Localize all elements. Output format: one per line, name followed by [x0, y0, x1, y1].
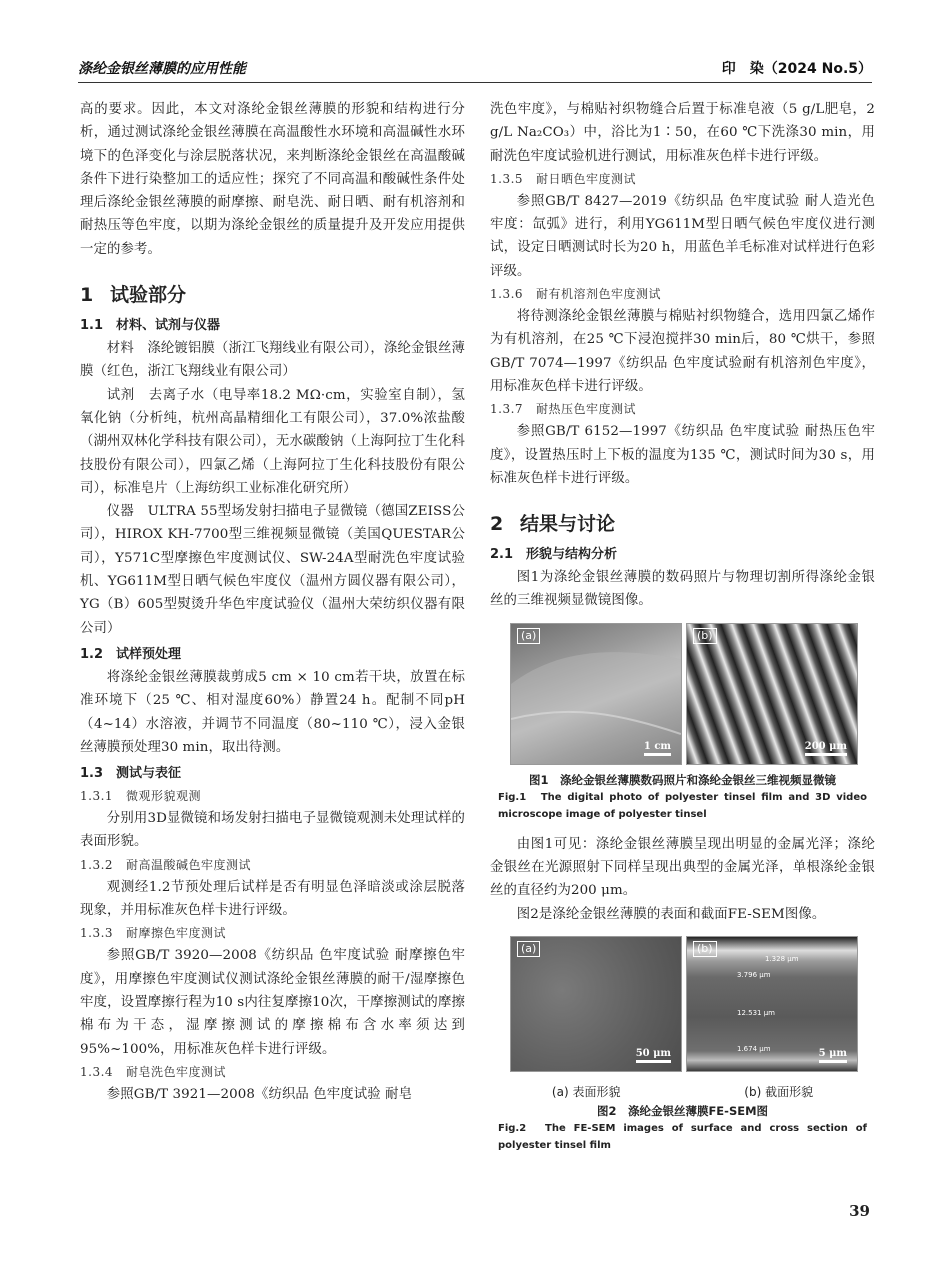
measure-2: 3.796 μm — [737, 970, 771, 979]
paragraph-1-3-4-start: 参照GB/T 3921—2008《纺织品 色牢度试验 耐皂 — [106, 1086, 413, 1102]
subsection-1-3-5-heading — [490, 168, 875, 190]
scale-text: 1 cm — [643, 740, 671, 752]
subsection-number: 1.3.6 — [490, 287, 524, 302]
subsection-title: 微观形貌观测 — [126, 789, 202, 804]
subsection-1-3-4-heading — [80, 1061, 465, 1083]
subsection-title: 耐摩擦色牢度测试 — [126, 926, 227, 941]
subsection-number: 1.1 — [80, 318, 104, 334]
paragraph-1-3-3: 参照GB/T 3920—2008《纺织品 色牢度试验 耐摩擦色牢度》，用摩擦色牢度测试仪测试涤纶金银丝薄膜的耐干/湿摩擦色牢度，设置摩擦行程为10 s内往复摩擦10次，干摩擦测试的摩擦棉布为干态，湿摩擦测试的摩擦棉布含水率须达到95%~100%，用标准灰色样卡进行评级。 — [80, 948, 465, 1057]
figure-2-caption-en: Fig.2 The FE-SEM images of surface and cross section of polyester tinsel film — [498, 1122, 867, 1151]
subsection-number: 1.3.3 — [80, 926, 114, 941]
figure-2a-label: (a) — [517, 941, 540, 957]
page-number: 39 — [849, 1202, 870, 1220]
scale-bar — [819, 1060, 847, 1063]
paragraph-1-3-2: 观测经1.2节预处理后试样是否有明显色泽暗淡或涂层脱落现象，并用标准灰色样卡进行评级。 — [80, 879, 465, 919]
figure-2b-label: (b) — [693, 941, 717, 957]
figure-1a-scale — [644, 741, 671, 756]
subsection-1-3-6-heading — [490, 283, 875, 305]
subsection-1-1-heading — [80, 315, 465, 337]
left-column — [80, 98, 465, 1106]
figure-2b-sem-cross-section — [686, 936, 858, 1072]
paragraph-figure-2-intro: 图2是涤纶金银丝薄膜的表面和截面FE-SEM图像。 — [516, 906, 826, 922]
section-1-heading — [80, 281, 465, 309]
figure-2a-sem-surface — [510, 936, 682, 1072]
subsection-title: 形貌与结构分析 — [526, 547, 618, 563]
paragraph-1-3-6: 将待测涤纶金银丝薄膜与棉贴衬织物缝合，选用四氯乙烯作为有机溶剂，在25 ℃下浸泡搅拌30 min后，80 ℃烘干，参照GB/T 7074—1997《纺织品 色牢度试验耐有机溶剂色牢度》，用标准灰色样卡进行评级。 — [490, 309, 875, 394]
section-2-heading — [490, 510, 875, 538]
subsection-1-3-7-heading — [490, 398, 875, 420]
scale-text: 200 μm — [804, 740, 847, 752]
header-journal: 印 染（2024 No.5） — [721, 61, 872, 77]
subsection-title: 耐高温酸碱色牢度测试 — [126, 857, 252, 872]
figure-2b-scale — [819, 1048, 847, 1063]
section-title: 结果与讨论 — [520, 513, 616, 536]
figure-2b-sublabel: (b) 截面形貌 — [744, 1084, 814, 1099]
figure-1a-photo — [510, 623, 682, 765]
subsection-1-3-2-heading — [80, 854, 465, 876]
figure-1b-scale — [805, 741, 847, 756]
figure-1b-label: (b) — [693, 628, 717, 644]
figure-1b-micrograph — [686, 623, 858, 765]
paragraph-2-1: 图1为涤纶金银丝薄膜的数码照片与物理切割所得涤纶金银丝的三维视频显微镜图像。 — [490, 570, 875, 609]
figure-1-caption-en: Fig.1 The digital photo of polyester tinsel film and 3D video microscope image of polyester tinsel — [498, 791, 867, 820]
figure-2a-scale — [636, 1048, 671, 1063]
measure-4: 1.674 μm — [737, 1044, 771, 1053]
header-title: 涤纶金银丝薄膜的应用性能 — [78, 61, 246, 77]
scale-bar — [644, 753, 671, 756]
scale-bar — [636, 1060, 671, 1063]
subsection-1-3-1-heading — [80, 785, 465, 807]
subsection-number: 1.3.4 — [80, 1064, 114, 1079]
paragraph-1-3-7: 参照GB/T 6152—1997《纺织品 色牢度试验 耐热压色牢度》，设置热压时上下板的温度为135 ℃，测试时间为30 s，用标准灰色样卡进行评级。 — [490, 424, 875, 486]
subsection-1-2-heading — [80, 644, 465, 666]
figure-1 — [510, 623, 875, 771]
subsection-number: 1.2 — [80, 646, 104, 662]
subsection-number: 1.3.5 — [490, 171, 524, 186]
scale-bar — [805, 753, 847, 756]
subsection-title: 耐有机溶剂色牢度测试 — [536, 287, 662, 302]
figure-1a-label: (a) — [517, 628, 540, 644]
section-number: 1 — [80, 284, 94, 307]
figure-2-sublabels — [490, 1082, 875, 1102]
instruments-paragraph: 仪器 ULTRA 55型场发射扫描电子显微镜（德国ZEISS公司），HIROX KH-7700型三维视频显微镜（美国QUESTAR公司），Y571C型摩擦色牢度测试仪、SW-24A型耐洗色牢度试验机、YG611M型日晒气候色牢度仪（温州方圆仪器有限公司），YG（B）605型熨烫升华色牢度试验仪（温州大荣纺织仪器有限公司） — [80, 504, 465, 636]
paragraph-1-3-1: 分别用3D显微镜和场发射扫描电子显微镜观测未处理试样的表面形貌。 — [80, 811, 465, 850]
subsection-number: 2.1 — [490, 547, 514, 563]
subsection-title: 耐皂洗色牢度测试 — [126, 1064, 227, 1079]
running-header — [78, 56, 872, 83]
spacer — [490, 823, 875, 833]
subsection-number: 1.3.1 — [80, 789, 114, 804]
measure-3: 12.531 μm — [737, 1008, 775, 1017]
subsection-title: 试样预处理 — [116, 646, 182, 662]
figure-2 — [510, 936, 875, 1078]
section-title: 试验部分 — [110, 284, 187, 307]
paragraph-figure-1-discussion: 由图1可见：涤纶金银丝薄膜呈现出明显的金属光泽；涤纶金银丝在光源照射下同样呈现出典型的金属光泽，单根涤纶金银丝的直径约为200 μm。 — [490, 836, 875, 899]
subsection-1-3-heading — [80, 763, 465, 785]
materials-paragraph: 材料 涤纶镀铝膜（浙江飞翔线业有限公司），涤纶金银丝薄膜（红色，浙江飞翔线业有限公司） — [80, 341, 465, 380]
figure-2a-sublabel: (a) 表面形貌 — [551, 1084, 621, 1099]
pretreatment-paragraph: 将涤纶金银丝薄膜裁剪成5 cm × 10 cm若干块，放置在标准环境下（25 ℃、相对湿度60%）静置24 h。配制不同pH（4~14）水溶液，并调节不同温度（80~110 ℃），浸入金银丝薄膜预处理30 min，取出待测。 — [80, 669, 465, 755]
subsection-1-3-3-heading — [80, 922, 465, 944]
figure-1-caption-cn: 图1 涤纶金银丝薄膜数码照片和涤纶金银丝三维视频显微镜 — [529, 772, 836, 787]
scale-text: 5 μm — [818, 1047, 847, 1059]
figure-2-caption-cn: 图2 涤纶金银丝薄膜FE-SEM图 — [596, 1103, 769, 1118]
subsection-number: 1.3 — [80, 766, 104, 782]
intro-paragraph: 高的要求。因此，本文对涤纶金银丝薄膜的形貌和结构进行分析，通过测试涤纶金银丝薄膜在高温酸性水环境和高温碱性水环境下的色泽变化与涂层脱落状况，来判断涤纶金银丝在高温酸碱条件下进行染整加工的适应性；探究了不同高温和酸碱性条件处理后涤纶金银丝薄膜的耐摩擦、耐皂洗、耐日晒、耐有机溶剂和耐热压等色牢度，以期为涤纶金银丝的质量提升及开发应用提供一定的参考。 — [80, 102, 465, 257]
subsection-title: 材料、试剂与仪器 — [116, 318, 221, 334]
reagents-paragraph: 试剂 去离子水（电导率18.2 MΩ·cm，实验室自制），氢氧化钠（分析纯，杭州高晶精细化工有限公司），37.0%浓盐酸（湖州双林化学科技有限公司），无水碳酸钠（上海阿拉丁生化科技股份有限公司），四氯乙烯（上海阿拉丁生化科技股份有限公司），标准皂片（上海纺织工业标准化研究所） — [80, 387, 465, 496]
subsection-title: 测试与表征 — [116, 766, 182, 782]
subsection-number: 1.3.2 — [80, 857, 114, 872]
scale-text: 50 μm — [635, 1047, 671, 1059]
measure-1: 1.328 μm — [765, 954, 799, 963]
paragraph-1-3-5: 参照GB/T 8427—2019《纺织品 色牢度试验 耐人造光色牢度：氙弧》进行，利用YG611M型日晒气候色牢度仪进行测试，设定日晒测试时长为20 h，用蓝色羊毛标准对试样进行色彩评级。 — [490, 193, 875, 279]
right-column — [490, 98, 875, 1154]
paragraph-1-3-4-continued: 洗色牢度》，与棉贴衬织物缝合后置于标准皂液（5 g/L肥皂，2 g/L Na₂CO₃）中，浴比为1∶50，在60 ℃下洗涤30 min，用耐洗色牢度试验机进行测试，用标准灰色样卡进行评级。 — [490, 102, 875, 164]
subsection-number: 1.3.7 — [490, 402, 524, 417]
subsection-2-1-heading — [490, 544, 875, 566]
section-number: 2 — [490, 513, 504, 536]
subsection-title: 耐热压色牢度测试 — [536, 402, 637, 417]
subsection-title: 耐日晒色牢度测试 — [536, 171, 637, 186]
